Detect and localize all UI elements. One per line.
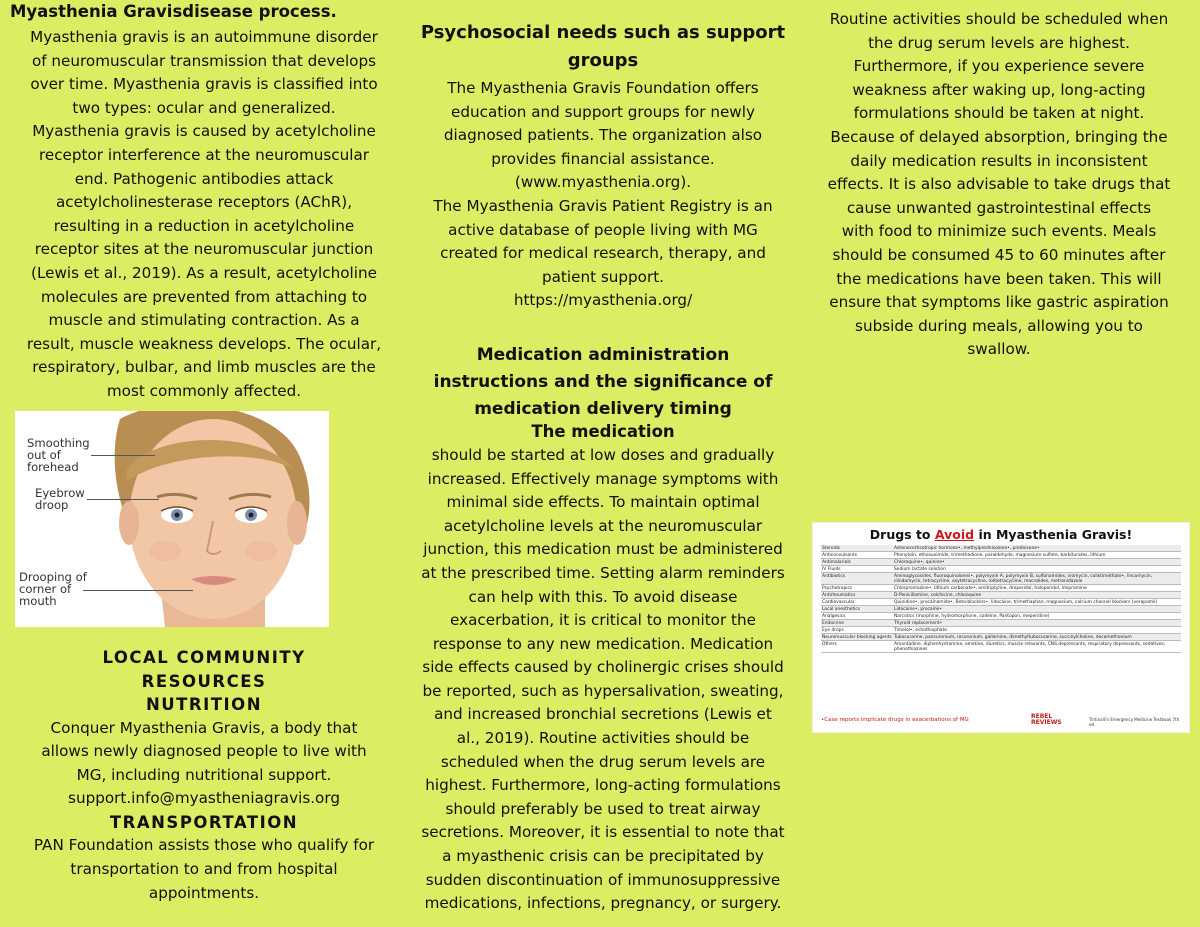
drug-list-cell: Quinidine•, procainamide•, Beta-blockers•, lidocaine, trimethaphan, magnesium, calcium channel blockers (verapamil) — [893, 599, 1181, 606]
transportation-line: PAN Foundation assists those who qualify for — [33, 836, 375, 855]
routine-activities-line: the drug serum levels are highest. — [868, 33, 1130, 52]
support-groups-line: provides financial assistance. — [491, 149, 715, 168]
support-groups-line: https://myasthenia.org/ — [513, 291, 693, 310]
routine-activities-line: Furthermore, if you experience severe — [853, 57, 1145, 76]
support-groups-line: created for medical research, therapy, and — [440, 244, 766, 263]
table-row — [821, 573, 1181, 585]
medication-heading-line: medication delivery timing — [474, 398, 732, 419]
drug-list-cell: Timolol•, echothiophate — [893, 627, 1181, 634]
facial-symptoms-figure — [15, 411, 329, 627]
drug-list-cell: Chlorpromazine•, lithium carbonate•, amitriptyline, droperidol, haloperidol, imipramine — [893, 585, 1181, 592]
table-row — [821, 585, 1181, 592]
drug-list-cell: Amantadine, diphenhydramine, emetine, diuretics, muscle relaxants, CNS depressants, respiratory depressants, sedatives, phenothiazines — [893, 641, 1181, 653]
drug-list-cell: Sodium lactate solution — [893, 566, 1181, 573]
transportation-text — [0, 834, 408, 905]
table-row — [821, 634, 1181, 641]
disease-process-line: acetylcholinesterase receptors (AChR), — [55, 193, 353, 212]
drug-list-cell: Phenytoin, ethosuximide, trimethadione, paraldehyde, magnesium sulfate, barbiturates, lithium — [893, 552, 1181, 559]
disease-process-line: over time. Myasthenia gravis is classified into — [30, 75, 378, 94]
support-groups-line: patient support. — [541, 267, 664, 286]
support-groups-line: diagnosed patients. The organization also — [443, 126, 763, 145]
disease-process-line: most commonly affected. — [106, 381, 302, 400]
drug-category-cell: Cardiovascular — [821, 599, 893, 606]
support-groups-line: (www.myasthenia.org). — [514, 173, 692, 192]
table-row — [821, 606, 1181, 613]
routine-activities-line: weakness after waking up, long-acting — [852, 80, 1146, 99]
routine-activities-line: effects. It is also advisable to take drugs that — [827, 175, 1171, 194]
drug-category-cell: Anticonvulsants — [821, 552, 893, 559]
routine-activities-text — [798, 8, 1200, 362]
disease-process-line: receptor interference at the neuromuscular — [38, 145, 370, 164]
psychosocial-heading — [404, 19, 802, 75]
table-row — [821, 592, 1181, 599]
medication-subheading: The medication — [531, 421, 675, 441]
disease-process-line: molecules are prevented from attaching to — [40, 287, 368, 306]
medication-line: acetylcholine levels at the neuromuscular — [443, 516, 763, 535]
medication-heading-line: Medication administration — [476, 344, 730, 365]
drug-footnote: •Case reports implicate drugs in exacerbations of MG — [821, 717, 969, 723]
rebel-reviews-logo: REBEL REVIEWS — [1031, 713, 1062, 726]
figure-label-eyebrow: Eyebrow droop — [35, 486, 85, 512]
drug-category-cell: Psychotropics — [821, 585, 893, 592]
support-groups-text — [404, 77, 802, 313]
medication-line: should preferably be used to treat airway — [445, 799, 761, 818]
drug-source: Tintinalli's Emergency Medicine Textbook 7th ed. — [1089, 717, 1180, 727]
table-row — [821, 613, 1181, 620]
medication-line: should be started at low doses and gradually — [431, 445, 775, 464]
routine-activities-line: Because of delayed absorption, bringing the — [830, 127, 1168, 146]
disease-process-line: receptor sites at the neuromuscular junction — [34, 240, 374, 259]
medication-line: junction, this medication must be administered — [423, 540, 783, 559]
drug-category-cell: Others — [821, 641, 893, 653]
left-column — [0, 0, 408, 404]
routine-activities-line: subside during meals, allowing you to — [855, 316, 1143, 335]
medication-line: side effects caused by cholinergic crises should — [422, 658, 784, 677]
disease-process-line: two types: ocular and generalized. — [72, 98, 336, 117]
drug-table-footer — [821, 714, 1181, 728]
leader-line — [91, 455, 155, 456]
drug-category-cell: Local anesthetics — [821, 606, 893, 613]
disease-process-line: (Lewis et al., 2019). As a result, acetylcholine — [31, 263, 377, 282]
table-row — [821, 566, 1181, 573]
figure-label-forehead: Smoothing out of forehead — [27, 436, 90, 474]
leader-line — [83, 590, 193, 591]
table-row — [821, 599, 1181, 606]
medication-line: at the prescribed time. Setting alarm reminders — [421, 563, 785, 582]
medication-line: al., 2019). Routine activities should be — [456, 729, 750, 748]
support-groups-line: The Myasthenia Gravis Patient Registry is an — [433, 196, 773, 215]
drug-list-cell: Chloroquine•, quinine• — [893, 559, 1181, 566]
psychosocial-heading-line: Psychosocial needs such as support — [420, 22, 786, 43]
routine-activities-line: daily medication results in inconsistent — [850, 151, 1148, 170]
routine-activities-line: ensure that symptoms like gastric aspiration — [829, 293, 1169, 312]
medication-line: a myasthenic crisis can be precipitated by — [442, 847, 764, 866]
resources-heading-line: RESOURCES — [141, 671, 267, 691]
drug-category-cell: Steroids — [821, 545, 893, 552]
drug-category-cell: Endocrine — [821, 620, 893, 627]
medication-line: response to any new medication. Medication — [432, 634, 774, 653]
transportation-heading: TRANSPORTATION — [109, 812, 299, 832]
drug-category-cell: Analgesics — [821, 613, 893, 620]
medication-line: be reported, such as hypersalivation, sweating, — [422, 681, 784, 700]
support-groups-line: active database of people living with MG — [448, 220, 758, 239]
disease-process-heading: Myasthenia Gravisdisease process. — [10, 2, 337, 21]
support-groups-line: education and support groups for newly — [451, 102, 755, 121]
nutrition-line: support.info@myastheniagravis.org — [68, 789, 340, 808]
drug-list-cell: Narcotics (morphine, hydromorphone, codeine, Pantopon, meperidine) — [893, 613, 1181, 620]
disease-process-paragraph — [0, 26, 408, 404]
drugs-to-avoid-table — [812, 522, 1190, 733]
medication-text — [404, 444, 802, 916]
table-row — [821, 620, 1181, 627]
medication-line: minimal side effects. To maintain optimal — [446, 493, 760, 512]
medication-line: exacerbation, it is critical to monitor the — [450, 611, 756, 630]
routine-activities-line: should be consumed 45 to 60 minutes after — [832, 245, 1166, 264]
nutrition-line: allows newly diagnosed people to live with — [41, 742, 367, 761]
disease-process-line: Myasthenia gravis is an autoimmune disorder — [30, 28, 378, 46]
medication-line: sudden discontinuation of immunosuppressive — [425, 870, 781, 889]
disease-process-line: Myasthenia gravis is caused by acetylcholine — [32, 122, 376, 141]
drug-category-cell: Eye drops — [821, 627, 893, 634]
medication-heading — [404, 342, 802, 423]
drug-category-cell: Antimalarials — [821, 559, 893, 566]
drug-list-cell: Lidocaine•, procaine• — [893, 606, 1181, 613]
medication-heading-line: instructions and the significance of — [433, 371, 773, 392]
table-row — [821, 552, 1181, 559]
routine-activities-line: formulations should be taken at night. — [853, 104, 1145, 123]
nutrition-line: MG, including nutritional support. — [76, 765, 332, 784]
medication-line: secretions. Moreover, it is essential to note that — [421, 823, 785, 842]
disease-process-line: muscle and stimulating contraction. As a — [48, 311, 360, 330]
disease-process-line: of neuromuscular transmission that develops — [31, 51, 377, 70]
routine-activities-line: swallow. — [967, 340, 1031, 359]
disease-process-line: end. Pathogenic antibodies attack — [74, 169, 334, 188]
drug-list-cell: D-Penicillamine, colchicine, chloroquine — [893, 592, 1181, 599]
psychosocial-heading-line: groups — [567, 50, 639, 71]
medication-line: scheduled when the drug serum levels are — [440, 752, 766, 771]
drug-category-cell: IV Fluids — [821, 566, 893, 573]
medication-line: and increased bronchial secretions (Lewis et — [434, 705, 772, 724]
nutrition-text — [0, 717, 408, 811]
medication-line: medications, infections, pregnancy, or surgery. — [424, 894, 782, 913]
table-row — [821, 559, 1181, 566]
disease-process-line: respiratory, bulbar, and limb muscles are the — [32, 358, 376, 377]
medication-line: can help with this. To avoid disease — [468, 587, 738, 606]
right-column — [798, 0, 1200, 362]
routine-activities-line: with food to minimize such events. Meals — [841, 222, 1157, 241]
drug-category-cell: Neuromuscular blocking agents — [822, 634, 892, 640]
middle-column — [404, 0, 802, 916]
leader-line — [87, 499, 159, 500]
nutrition-line: Conquer Myasthenia Gravis, a body that — [50, 718, 358, 737]
resources-heading — [0, 646, 408, 717]
resources-heading-line: NUTRITION — [145, 695, 263, 714]
drug-grid — [821, 545, 1181, 653]
figure-label-mouth: Drooping of corner of mouth — [19, 570, 87, 608]
transportation-line: transportation to and from hospital — [70, 859, 338, 878]
drug-category-cell: Antibiotics — [821, 573, 893, 585]
community-resources — [0, 646, 408, 905]
drug-list-cell: Thyroid replacement• — [893, 620, 1181, 627]
drug-list-cell: Tubocurarine, pancuronium, rocuronium, gallamine, dimethyltubocurarine, succinylcholine, decamethonium — [893, 634, 1181, 641]
drug-list-cell: Adrenocorticotropic hormone•, methylprednisolone•, prednisone• — [893, 545, 1181, 552]
medication-line: increased. Effectively manage symptoms with — [427, 469, 779, 488]
drug-list-cell: Aminoglycosides, fluoroquinolones•, polymyxin A, polymyxin B, sulfonamides, viomycin, colistimethate•, lincomycin, clindamycin, tetracycline, oxytetracycline, rolitetracycline, macrolides, metronidazole — [893, 573, 1181, 585]
routine-activities-line: cause unwanted gastrointestinal effects — [846, 198, 1152, 217]
support-groups-line: The Myasthenia Gravis Foundation offers — [447, 79, 759, 97]
routine-activities-line: Routine activities should be scheduled when — [829, 10, 1169, 28]
transportation-line: appointments. — [148, 883, 260, 902]
routine-activities-line: the medications have been taken. This will — [836, 269, 1162, 288]
medication-line: highest. Furthermore, long-acting formulations — [425, 776, 781, 795]
drug-category-cell: Antirheumatics — [821, 592, 893, 599]
table-row — [821, 641, 1181, 653]
table-row — [821, 627, 1181, 634]
disease-process-line: resulting in a reduction in acetylcholine — [53, 216, 355, 235]
resources-heading-line: LOCAL COMMUNITY — [102, 648, 306, 667]
drug-table-title: Drugs to Avoid in Myasthenia Gravis! — [869, 527, 1133, 542]
disease-process-line: result, muscle weakness develops. The ocular, — [26, 334, 382, 353]
